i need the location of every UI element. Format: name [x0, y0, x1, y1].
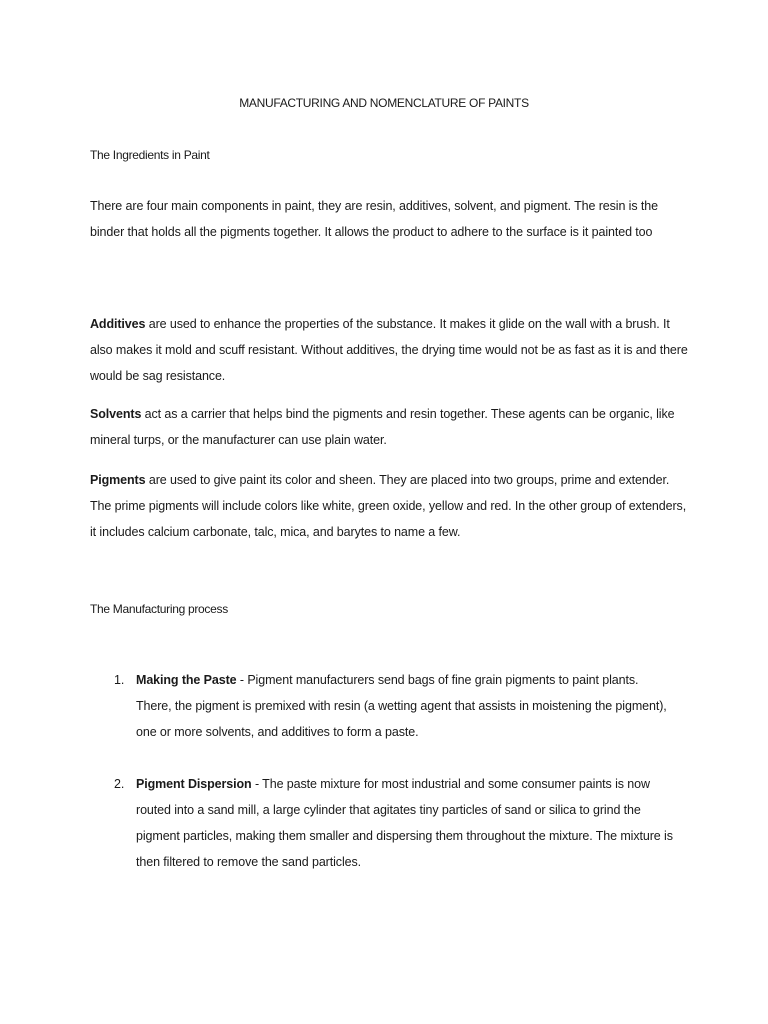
list-item-body [136, 771, 676, 875]
additives-paragraph [90, 311, 690, 389]
solvents-term: Solvents [90, 407, 142, 421]
list-item-number: 1. [114, 673, 125, 687]
list-item-body [136, 667, 676, 745]
solvents-paragraph [90, 401, 690, 453]
pigments-paragraph [90, 467, 690, 545]
document-title: MANUFACTURING AND NOMENCLATURE OF PAINTS [239, 96, 529, 110]
step-term: Pigment Dispersion [136, 777, 252, 791]
step-text: - The paste mixture for most industrial and some consumer paints is now routed into a sand mill, a large cylinder that agitates tiny particles of sand or silica to grind the pigment particles, making them smaller and dispersing them throughout the mixture. The mixture is then filtered to remove the sand particles. [136, 777, 673, 869]
list-item-number: 2. [114, 777, 125, 791]
pigments-text: are used to give paint its color and sheen. They are placed into two groups, prime and extender. The prime pigments will include colors like white, green oxide, yellow and red. In the other group of extenders, it includes calcium carbonate, talc, mica, and barytes to name a few. [90, 473, 687, 539]
solvents-text: act as a carrier that helps bind the pigments and resin together. These agents can be organic, like mineral turps, or the manufacturer can use plain water. [90, 407, 675, 447]
section-heading-ingredients: The Ingredients in Paint [90, 148, 210, 162]
section-heading-manufacturing: The Manufacturing process [90, 602, 228, 616]
intro-paragraph: There are four main components in paint, they are resin, additives, solvent, and pigment. The resin is the binder that holds all the pigments together. It allows the product to adhere to the surface is it painted too [90, 199, 658, 239]
step-term: Making the Paste [136, 673, 237, 687]
pigments-term: Pigments [90, 473, 146, 487]
additives-text: are used to enhance the properties of the substance. It makes it glide on the wall with a brush. It also makes it mold and scuff resistant. Without additives, the drying time would not be as fast as it is and there would be sag resistance. [90, 317, 688, 383]
additives-term: Additives [90, 317, 146, 331]
step-text: - Pigment manufacturers send bags of fine grain pigments to paint plants. There, the pigment is premixed with resin (a wetting agent that assists in moistening the pigment), one or more solvents, and additives to form a paste. [136, 673, 667, 739]
